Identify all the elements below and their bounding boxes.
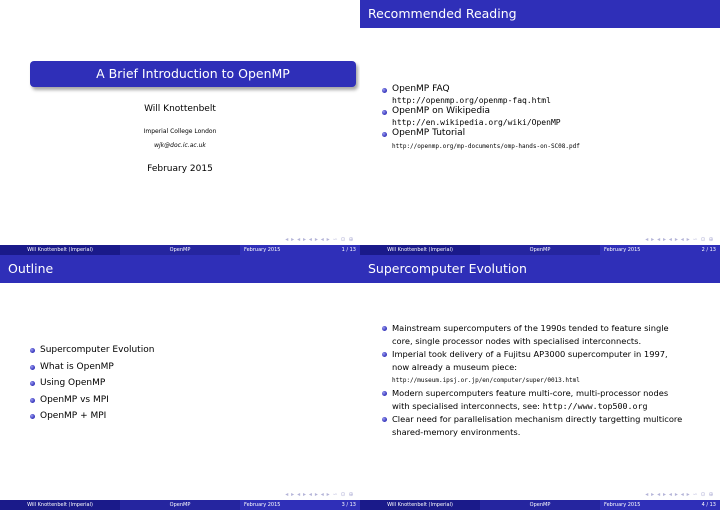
bullet-icon (30, 398, 35, 403)
footer-page: 3 / 13 (341, 502, 356, 508)
footer-author: Will Knottenbelt (Imperial) (0, 500, 120, 510)
footer-page: 4 / 13 (701, 502, 716, 508)
list-item: Imperial took delivery of a Fujitsu AP3000 supercomputer in 1997, now already a museum piece: http://museum.ipsj.or.jp/en/computer/super/0013.html (380, 348, 716, 387)
frame-title: Supercomputer Evolution (360, 255, 720, 283)
bullet-icon (30, 348, 35, 353)
bullet-icon (382, 417, 387, 422)
list-item: Mainstream supercomputers of the 1990s tended to feature single core, single processor nodes with specialised interconnects. (380, 322, 716, 348)
bullet-icon (30, 365, 35, 370)
reading-list (380, 84, 580, 152)
footer-title: OpenMP (480, 500, 600, 510)
list-item: What is OpenMP (28, 359, 154, 376)
institute: Imperial College London (143, 128, 217, 135)
footer-date-page (240, 500, 360, 510)
bullet-icon (382, 110, 387, 115)
bullet-icon (382, 132, 387, 137)
list-item (380, 128, 580, 152)
item-url[interactable]: http://openmp.org/openmp-faq.html (392, 96, 551, 105)
footer-title: OpenMP (480, 245, 600, 255)
presentation-title: A Brief Introduction to OpenMP (30, 61, 356, 87)
list-item: Modern supercomputers feature multi-core, multi-processor nodes with specialised interconnects, see: http://www.top500.org (380, 387, 716, 413)
navigation-symbols[interactable]: ◂ ▸ ◂ ▸ ◂ ▸ ◂ ▸ ∽ ⊙ ⊕ (645, 236, 714, 243)
author-name: Will Knottenbelt (144, 104, 216, 114)
top500-link[interactable]: http://www.top500.org (542, 401, 648, 411)
footer (0, 500, 360, 510)
footer-author: Will Knottenbelt (Imperial) (0, 245, 120, 255)
slide-outline (0, 255, 360, 510)
footer-date-page (600, 245, 720, 255)
footer-date: February 2015 (244, 502, 281, 508)
footer-author: Will Knottenbelt (Imperial) (360, 245, 480, 255)
bullet-icon (382, 391, 387, 396)
footer-page: 2 / 13 (701, 247, 716, 253)
slide-recommended-reading (360, 0, 720, 255)
list-item (380, 84, 580, 106)
list-item: Using OpenMP (28, 375, 154, 392)
frame-title: Outline (0, 255, 360, 283)
list-item: Supercomputer Evolution (28, 342, 154, 359)
footer-title: OpenMP (120, 245, 240, 255)
presentation-date: February 2015 (147, 164, 213, 174)
item-url[interactable]: http://en.wikipedia.org/wiki/OpenMP (392, 118, 561, 127)
slide-title (0, 0, 360, 255)
evolution-list (380, 322, 716, 439)
footer-date: February 2015 (604, 502, 641, 508)
list-item: Clear need for parallelisation mechanism directly targetting multicore shared-memory environments. (380, 413, 716, 439)
author-email: wjk@doc.ic.ac.uk (154, 142, 206, 149)
frame-title: Recommended Reading (360, 0, 720, 28)
bullet-icon (382, 352, 387, 357)
bullet-icon (30, 381, 35, 386)
slide-supercomputer-evolution (360, 255, 720, 510)
item-label: OpenMP on Wikipedia (392, 106, 491, 116)
item-label: OpenMP FAQ (392, 84, 450, 94)
list-item (380, 106, 580, 128)
navigation-symbols[interactable]: ◂ ▸ ◂ ▸ ◂ ▸ ◂ ▸ ∽ ⊙ ⊕ (645, 491, 714, 498)
navigation-symbols[interactable]: ◂ ▸ ◂ ▸ ◂ ▸ ◂ ▸ ∽ ⊙ ⊕ (285, 236, 354, 243)
bullet-icon (382, 326, 387, 331)
footer-date-page (240, 245, 360, 255)
footer-author: Will Knottenbelt (Imperial) (360, 500, 480, 510)
bullet-icon (30, 414, 35, 419)
item-label: OpenMP Tutorial (392, 128, 466, 138)
list-item: OpenMP vs MPI (28, 392, 154, 409)
footer-page: 1 / 13 (341, 247, 356, 253)
outline-list (28, 342, 154, 425)
footer-date: February 2015 (604, 247, 641, 253)
footer (360, 500, 720, 510)
museum-link[interactable]: http://museum.ipsj.or.jp/en/computer/super/0013.html (392, 377, 580, 384)
item-url[interactable]: http://openmp.org/mp-documents/omp-hands-on-SC08.pdf (392, 143, 580, 150)
footer-title: OpenMP (120, 500, 240, 510)
list-item: OpenMP + MPI (28, 408, 154, 425)
footer-date: February 2015 (244, 247, 281, 253)
footer (360, 245, 720, 255)
navigation-symbols[interactable]: ◂ ▸ ◂ ▸ ◂ ▸ ◂ ▸ ∽ ⊙ ⊕ (285, 491, 354, 498)
bullet-icon (382, 88, 387, 93)
footer-date-page (600, 500, 720, 510)
footer (0, 245, 360, 255)
